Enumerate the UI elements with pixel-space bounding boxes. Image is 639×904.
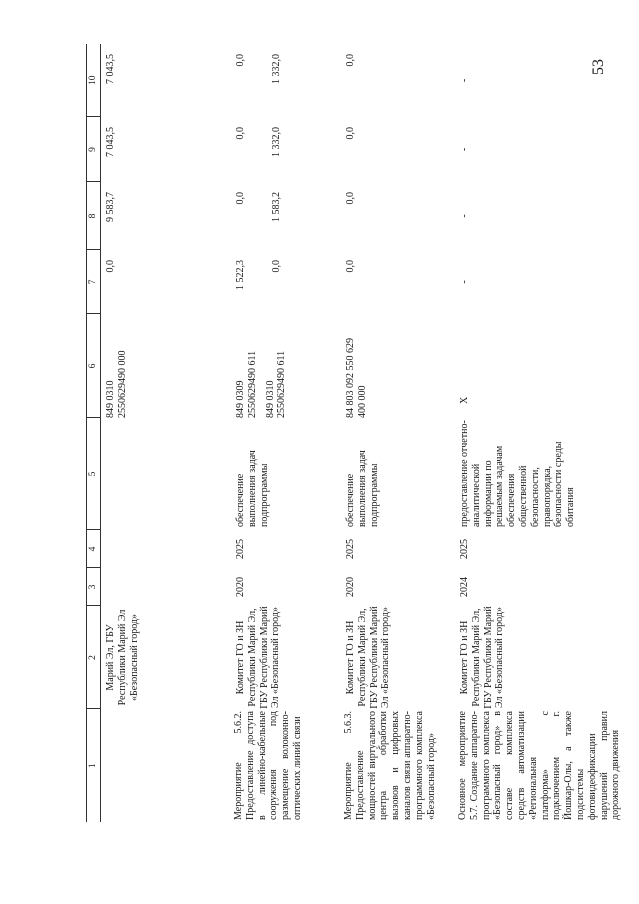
- table-row: [101, 44, 232, 822]
- executor-cell: Комитет ГО и ЗН Республики Марий Эл, ГБУ Республики Марий Эл «Безопасный город»: [345, 606, 392, 709]
- amount-value: 1 583,2: [270, 192, 282, 222]
- budget-code-cell: [101, 314, 232, 418]
- column-header: 10: [87, 44, 101, 117]
- spacer: [247, 54, 271, 117]
- column-header: 8: [87, 182, 101, 250]
- result-cell: предоставление отчетно-аналитической информации по решаемым задачам обеспечения общественной безопасности, правопорядка, безопасности среды обитания: [459, 420, 577, 527]
- column-header: 1: [87, 709, 101, 822]
- result-cell: [101, 418, 232, 530]
- budget-code: 849 0310: [105, 380, 116, 418]
- amount-cell: [231, 117, 341, 182]
- amount-value: 0,0: [235, 127, 246, 140]
- column-header: 2: [87, 606, 101, 709]
- amount-cell: 0,0: [345, 260, 356, 273]
- event-name-cell: Мероприятие 5.6.2. Предоставление доступа в линейно-кабельные сооружения под размещение волоконно-оптических линий связи: [233, 711, 303, 820]
- event-name-cell: Основное мероприятие 5.7. Создание аппаратно-программного комплекса «Безопасный город» в составе комплекса средств автоматизации «Региональная платформа» с подключением г. Йошкар-Олы, а также подсистемы фотовидеофиксации нарушений правил дорожного движения: [457, 711, 622, 820]
- budget-code: 2550629490 611: [246, 350, 258, 418]
- event-name-cell: [101, 709, 232, 822]
- start-year-cell: [101, 568, 232, 606]
- amount-value: 1 332,0: [270, 54, 282, 84]
- amount-cell: -: [459, 280, 470, 284]
- spacer: [247, 260, 271, 314]
- rotated-table-sheet: [86, 44, 622, 822]
- amount-cell: -: [459, 78, 470, 83]
- event-name-cell: Мероприятие 5.6.3. Предоставление мощностей виртуального центра обработки вызовов и цифровых каналов связи аппаратно-программного комплекса «Безопасный город»: [343, 711, 437, 820]
- result-cell: обеспечение выполнения задач подпрограммы: [345, 450, 380, 527]
- budget-code: 849 0310: [264, 380, 276, 418]
- column-header: 9: [87, 117, 101, 182]
- amount-cell: 9 583,7: [105, 192, 116, 222]
- column-header: 5: [87, 418, 101, 530]
- amount-cell: -: [459, 147, 470, 152]
- executor-cell: Комитет ГО и ЗН Республики Марий Эл, ГБУ Республики Марий Эл «Безопасный город»: [235, 606, 282, 709]
- amount-cell: 7 043,5: [105, 127, 116, 157]
- column-header: 3: [87, 568, 101, 606]
- budget-code-cell: [341, 314, 455, 418]
- amount-cell: -: [459, 214, 470, 218]
- start-year-cell: 2020: [345, 577, 356, 597]
- column-header: 6: [87, 314, 101, 418]
- amount-cell: 7 043,5: [105, 54, 116, 84]
- start-year-cell: 2024: [459, 577, 470, 597]
- page-number: 53: [590, 59, 607, 75]
- budget-code: 849 0309: [235, 380, 246, 418]
- budget-code: 2550629490 611: [276, 350, 288, 418]
- budget-code-cell: Х: [459, 396, 470, 404]
- amount-value: 1 522,3: [235, 260, 246, 290]
- amount-cell: [231, 250, 341, 314]
- executor-cell: Марий Эл, ГБУ Республики Марий Эл «Безопасный город»: [105, 609, 140, 706]
- column-header: 7: [87, 250, 101, 314]
- amount-cell: 0,0: [345, 54, 356, 67]
- executor-cell: Комитет ГО и ЗН Республики Марий Эл, ГБУ Республики Марий Эл «Безопасный город»: [459, 606, 506, 709]
- amount-cell: 0,0: [345, 192, 356, 205]
- table-row: [341, 44, 455, 822]
- budget-code: 400 000: [356, 385, 368, 418]
- amount-cell: 0,0: [105, 260, 116, 273]
- amount-value: 0,0: [235, 192, 246, 205]
- end-year-cell: 2025: [235, 539, 246, 559]
- end-year-cell: 2025: [345, 539, 356, 559]
- amount-cell: [231, 44, 341, 117]
- amount-value: 0,0: [270, 260, 282, 273]
- amount-cell: [231, 182, 341, 250]
- spacer: [247, 192, 271, 250]
- events-table: [86, 44, 622, 822]
- amount-value: 0,0: [235, 54, 246, 67]
- budget-code: 2550629490 000: [116, 350, 128, 418]
- column-header: 4: [87, 530, 101, 568]
- result-cell: обеспечение выполнения задач подпрограммы: [235, 450, 270, 527]
- start-year-cell: 2020: [235, 577, 246, 597]
- end-year-cell: [101, 530, 232, 568]
- end-year-cell: 2025: [459, 539, 470, 559]
- budget-code: 84 803 092 550 629: [345, 338, 356, 418]
- table-row: [231, 44, 341, 822]
- budget-code-cell: [231, 314, 341, 418]
- table-row: [455, 44, 622, 822]
- amount-value: 1 332,0: [270, 127, 282, 157]
- spacer: [247, 127, 271, 182]
- amount-cell: 0,0: [345, 127, 356, 140]
- header-row: [87, 44, 101, 822]
